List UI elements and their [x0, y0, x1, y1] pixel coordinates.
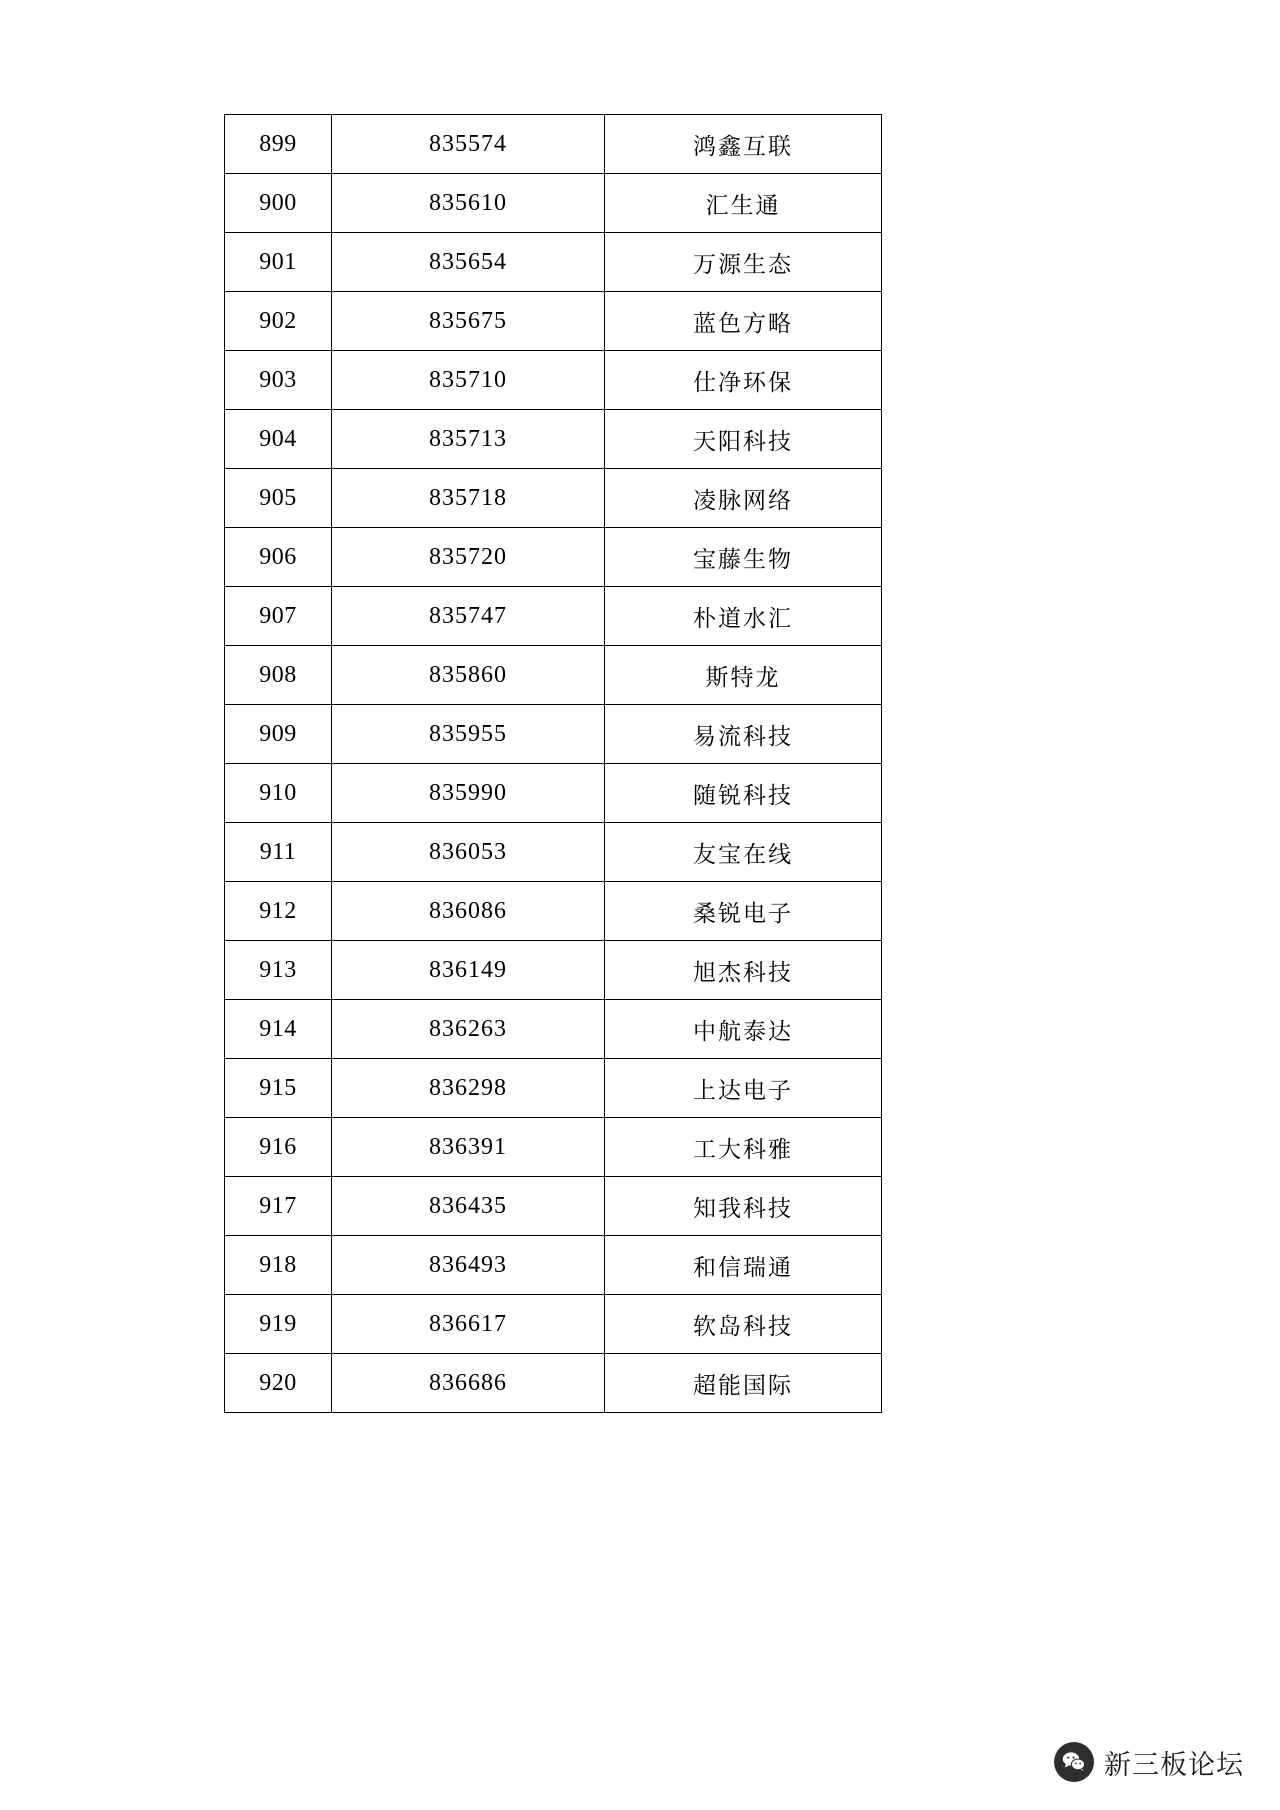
- cell-security-code: 835860: [332, 646, 605, 705]
- table-row: [225, 1354, 882, 1413]
- table-row: [225, 233, 882, 292]
- cell-security-name: 知我科技: [605, 1177, 882, 1236]
- cell-index: 915: [225, 1059, 332, 1118]
- cell-security-name: 随锐科技: [605, 764, 882, 823]
- cell-security-code: 836617: [332, 1295, 605, 1354]
- table-row: [225, 646, 882, 705]
- cell-security-code: 835747: [332, 587, 605, 646]
- cell-security-code: 835610: [332, 174, 605, 233]
- cell-security-code: 835574: [332, 115, 605, 174]
- cell-security-name: 友宝在线: [605, 823, 882, 882]
- table-row: [225, 705, 882, 764]
- cell-index: 907: [225, 587, 332, 646]
- cell-security-name: 工大科雅: [605, 1118, 882, 1177]
- table-row: [225, 764, 882, 823]
- cell-index: 901: [225, 233, 332, 292]
- table-row: [225, 1118, 882, 1177]
- cell-security-name: 宝藤生物: [605, 528, 882, 587]
- cell-security-name: 上达电子: [605, 1059, 882, 1118]
- table-row: [225, 1236, 882, 1295]
- table-row: [225, 823, 882, 882]
- cell-security-name: 超能国际: [605, 1354, 882, 1413]
- cell-index: 917: [225, 1177, 332, 1236]
- cell-security-name: 桑锐电子: [605, 882, 882, 941]
- cell-index: 906: [225, 528, 332, 587]
- table-row: [225, 1000, 882, 1059]
- cell-index: 899: [225, 115, 332, 174]
- securities-table: [224, 114, 882, 1413]
- cell-security-code: 836435: [332, 1177, 605, 1236]
- table-row: [225, 882, 882, 941]
- cell-security-code: 835713: [332, 410, 605, 469]
- cell-index: 908: [225, 646, 332, 705]
- cell-index: 903: [225, 351, 332, 410]
- cell-security-code: 835720: [332, 528, 605, 587]
- cell-index: 920: [225, 1354, 332, 1413]
- cell-security-code: 835955: [332, 705, 605, 764]
- cell-index: 918: [225, 1236, 332, 1295]
- watermark: [1054, 1742, 1244, 1782]
- cell-index: 904: [225, 410, 332, 469]
- table-row: [225, 941, 882, 1000]
- cell-security-name: 汇生通: [605, 174, 882, 233]
- cell-security-name: 旭杰科技: [605, 941, 882, 1000]
- cell-security-code: 836149: [332, 941, 605, 1000]
- cell-index: 914: [225, 1000, 332, 1059]
- cell-index: 911: [225, 823, 332, 882]
- cell-security-name: 中航泰达: [605, 1000, 882, 1059]
- cell-index: 910: [225, 764, 332, 823]
- cell-index: 912: [225, 882, 332, 941]
- cell-index: 902: [225, 292, 332, 351]
- cell-security-code: 835654: [332, 233, 605, 292]
- wechat-icon: [1054, 1742, 1094, 1782]
- cell-index: 909: [225, 705, 332, 764]
- cell-security-code: 836298: [332, 1059, 605, 1118]
- cell-security-name: 天阳科技: [605, 410, 882, 469]
- cell-security-code: 835675: [332, 292, 605, 351]
- cell-security-name: 万源生态: [605, 233, 882, 292]
- cell-security-code: 835990: [332, 764, 605, 823]
- watermark-label: 新三板论坛: [1104, 1749, 1244, 1781]
- table-row: [225, 115, 882, 174]
- cell-security-code: 836263: [332, 1000, 605, 1059]
- cell-security-code: 836686: [332, 1354, 605, 1413]
- cell-security-code: 836053: [332, 823, 605, 882]
- table-row: [225, 469, 882, 528]
- table-row: [225, 1177, 882, 1236]
- cell-index: 913: [225, 941, 332, 1000]
- table-row: [225, 528, 882, 587]
- cell-index: 900: [225, 174, 332, 233]
- cell-security-name: 仕净环保: [605, 351, 882, 410]
- cell-security-code: 835718: [332, 469, 605, 528]
- cell-security-name: 和信瑞通: [605, 1236, 882, 1295]
- cell-security-name: 斯特龙: [605, 646, 882, 705]
- cell-index: 919: [225, 1295, 332, 1354]
- table-row: [225, 1059, 882, 1118]
- cell-security-code: 836493: [332, 1236, 605, 1295]
- cell-security-name: 朴道水汇: [605, 587, 882, 646]
- table-row: [225, 292, 882, 351]
- cell-security-name: 软岛科技: [605, 1295, 882, 1354]
- cell-security-code: 835710: [332, 351, 605, 410]
- table-body: [225, 115, 882, 1413]
- cell-security-code: 836086: [332, 882, 605, 941]
- table-row: [225, 351, 882, 410]
- table-row: [225, 587, 882, 646]
- table-row: [225, 1295, 882, 1354]
- cell-security-code: 836391: [332, 1118, 605, 1177]
- cell-security-name: 易流科技: [605, 705, 882, 764]
- cell-security-name: 鸿鑫互联: [605, 115, 882, 174]
- cell-index: 905: [225, 469, 332, 528]
- cell-index: 916: [225, 1118, 332, 1177]
- cell-security-name: 凌脉网络: [605, 469, 882, 528]
- table-row: [225, 410, 882, 469]
- cell-security-name: 蓝色方略: [605, 292, 882, 351]
- table-row: [225, 174, 882, 233]
